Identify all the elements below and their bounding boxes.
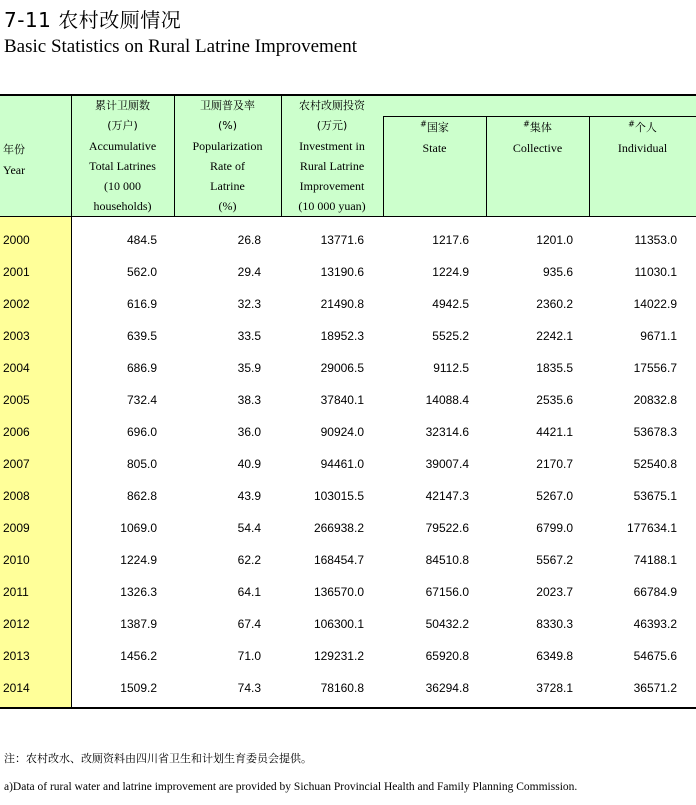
- header-line: 累计卫厕数: [95, 99, 150, 112]
- cell-total: 686.9: [126, 361, 157, 375]
- header-line: Improvement: [299, 179, 365, 193]
- cell-investment: 18952.3: [320, 329, 364, 343]
- cell-state: 84510.8: [425, 553, 469, 567]
- cell-collective: 2360.2: [536, 297, 573, 311]
- cell-individual: 53678.3: [633, 425, 677, 439]
- investment-subheader-line: [383, 116, 696, 117]
- header-line: (万户): [107, 119, 138, 132]
- table-row: [0, 448, 696, 480]
- cell-state: 79522.6: [425, 521, 469, 535]
- cell-year: 2014: [3, 681, 30, 695]
- cell-state: 9112.5: [433, 361, 469, 375]
- cell-total: 562.0: [126, 265, 157, 279]
- collective-header-en: Collective: [512, 141, 563, 155]
- cell-year: 2000: [3, 233, 30, 247]
- state-header-en: State: [422, 141, 447, 155]
- cell-rate: 40.9: [237, 457, 261, 471]
- table-row: [0, 288, 696, 320]
- cell-collective: 5267.0: [536, 489, 573, 503]
- header-bottom-line: [0, 216, 696, 217]
- cell-rate: 36.0: [237, 425, 261, 439]
- cell-rate: 29.4: [237, 265, 261, 279]
- table-row: [0, 384, 696, 416]
- cell-investment: 13771.6: [320, 233, 364, 247]
- header-line: Popularization: [192, 139, 263, 153]
- cell-collective: 3728.1: [536, 681, 573, 695]
- popularization-rate-header: [174, 96, 281, 216]
- cell-collective: 1201.0: [536, 233, 573, 247]
- cell-investment: 168454.7: [313, 553, 364, 567]
- cell-rate: 54.4: [237, 521, 261, 535]
- cell-state: 36294.8: [425, 681, 469, 695]
- table-row: [0, 576, 696, 608]
- cell-rate: 38.3: [237, 393, 261, 407]
- state-header: [383, 118, 486, 158]
- table-row: [0, 416, 696, 448]
- cell-individual: 53675.1: [633, 489, 677, 503]
- table-row: [0, 224, 696, 256]
- cell-state: 1224.9: [432, 265, 469, 279]
- cell-rate: 26.8: [237, 233, 261, 247]
- cell-individual: 14022.9: [633, 297, 677, 311]
- cell-total: 1069.0: [120, 521, 157, 535]
- cell-investment: 21490.8: [320, 297, 364, 311]
- cell-collective: 2170.7: [536, 457, 573, 471]
- cell-total: 639.5: [126, 329, 157, 343]
- individual-header-cn: #个人: [628, 119, 657, 134]
- cell-total: 616.9: [126, 297, 157, 311]
- cell-total: 732.4: [126, 393, 157, 407]
- cell-individual: 11353.0: [634, 233, 677, 247]
- cell-collective: 935.6: [542, 265, 573, 279]
- table-row: [0, 512, 696, 544]
- cell-individual: 36571.2: [633, 681, 677, 695]
- cell-rate: 33.5: [237, 329, 261, 343]
- cell-individual: 54675.6: [633, 649, 677, 663]
- cell-year: 2002: [3, 297, 30, 311]
- header-line: Accumulative: [88, 139, 157, 153]
- cell-year: 2011: [3, 585, 29, 599]
- cell-state: 50432.2: [425, 617, 469, 631]
- table-row: [0, 608, 696, 640]
- header-line: (%): [217, 119, 238, 132]
- cell-year: 2007: [3, 457, 30, 471]
- cell-year: 2004: [3, 361, 30, 375]
- cell-state: 14088.4: [425, 393, 469, 407]
- table-row: [0, 320, 696, 352]
- note-en: a)Data of rural water and latrine improvement are provided by Sichuan Provincial Health and Family Planning Commission.: [4, 781, 578, 793]
- table-title-cn: 7-11 农村改厕情况: [4, 8, 182, 32]
- cell-state: 32314.6: [425, 425, 469, 439]
- header-line: Rural Latrine: [299, 159, 365, 173]
- cell-individual: 46393.2: [633, 617, 677, 631]
- cell-total: 862.8: [126, 489, 157, 503]
- individual-header: [589, 118, 696, 158]
- cell-collective: 2535.6: [536, 393, 573, 407]
- cell-investment: 90924.0: [320, 425, 364, 439]
- individual-header-en: Individual: [617, 141, 668, 155]
- cell-collective: 2242.1: [536, 329, 573, 343]
- cell-rate: 62.2: [237, 553, 261, 567]
- cell-state: 67156.0: [425, 585, 469, 599]
- cell-investment: 29006.5: [320, 361, 364, 375]
- cell-individual: 9671.1: [640, 329, 677, 343]
- cell-collective: 5567.2: [536, 553, 573, 567]
- cell-investment: 78160.8: [320, 681, 364, 695]
- cell-individual: 66784.9: [633, 585, 677, 599]
- header-line: 农村改厕投资: [299, 99, 365, 112]
- cell-investment: 103015.5: [313, 489, 364, 503]
- cell-investment: 136570.0: [313, 585, 364, 599]
- cell-year: 2006: [3, 425, 30, 439]
- cell-individual: 11030.1: [634, 265, 677, 279]
- table-row: [0, 672, 696, 704]
- header-line: Investment in: [299, 139, 365, 153]
- cell-state: 65920.8: [425, 649, 469, 663]
- cell-rate: 64.1: [237, 585, 261, 599]
- header-line: (10 000: [104, 179, 141, 193]
- year-header: [3, 140, 25, 180]
- cell-year: 2008: [3, 489, 30, 503]
- header-line: Total Latrines: [89, 159, 156, 173]
- table-row: [0, 544, 696, 576]
- year-header-en: Year: [3, 163, 26, 177]
- table-title-en: Basic Statistics on Rural Latrine Improvement: [4, 36, 358, 57]
- cell-individual: 52540.8: [633, 457, 677, 471]
- cell-total: 1387.9: [120, 617, 157, 631]
- table-row: [0, 640, 696, 672]
- cell-total: 1456.2: [120, 649, 157, 663]
- header-line: Rate of: [210, 159, 245, 173]
- cell-investment: 37840.1: [320, 393, 364, 407]
- note-cn: 注：农村改水、改厕资料由四川省卫生和计划生育委员会提供。: [4, 752, 312, 765]
- cell-state: 39007.4: [425, 457, 469, 471]
- table-row: [0, 480, 696, 512]
- cell-investment: 129231.2: [313, 649, 364, 663]
- cell-investment: 266938.2: [313, 521, 364, 535]
- table-row: [0, 256, 696, 288]
- state-header-cn: #国家: [420, 119, 449, 134]
- cell-individual: 17556.7: [633, 361, 677, 375]
- cell-collective: 6349.8: [536, 649, 573, 663]
- cell-year: 2010: [3, 553, 30, 567]
- cell-total: 484.5: [126, 233, 157, 247]
- cell-collective: 2023.7: [536, 585, 573, 599]
- cell-year: 2001: [3, 265, 30, 279]
- total-latrines-header: [71, 96, 174, 216]
- cell-rate: 35.9: [237, 361, 261, 375]
- cell-investment: 94461.0: [320, 457, 364, 471]
- header-line: (%): [218, 199, 237, 213]
- cell-state: 1217.6: [432, 233, 469, 247]
- cell-year: 2013: [3, 649, 30, 663]
- header-line: Latrine: [210, 179, 245, 193]
- header-line: (万元): [316, 119, 348, 132]
- collective-header-cn: #集体: [523, 119, 552, 134]
- investment-header: [281, 96, 383, 216]
- cell-total: 1326.3: [120, 585, 157, 599]
- collective-header: [486, 118, 589, 158]
- cell-state: 42147.3: [425, 489, 469, 503]
- cell-rate: 32.3: [237, 297, 261, 311]
- cell-collective: 1835.5: [536, 361, 573, 375]
- cell-individual: 177634.1: [626, 521, 677, 535]
- cell-rate: 67.4: [237, 617, 261, 631]
- cell-individual: 74188.1: [633, 553, 677, 567]
- cell-total: 805.0: [126, 457, 157, 471]
- year-header-cn: 年份: [3, 143, 25, 156]
- header-line: 卫厕普及率: [200, 99, 255, 112]
- cell-year: 2005: [3, 393, 30, 407]
- cell-investment: 13190.6: [320, 265, 364, 279]
- cell-total: 696.0: [126, 425, 157, 439]
- header-line: (10 000 yuan): [298, 199, 366, 213]
- cell-investment: 106300.1: [313, 617, 364, 631]
- cell-total: 1509.2: [120, 681, 157, 695]
- cell-rate: 43.9: [237, 489, 261, 503]
- cell-rate: 71.0: [237, 649, 261, 663]
- cell-total: 1224.9: [120, 553, 157, 567]
- cell-state: 5525.2: [432, 329, 469, 343]
- cell-state: 4942.5: [432, 297, 469, 311]
- table-row: [0, 352, 696, 384]
- header-line: households): [93, 199, 152, 213]
- cell-collective: 8330.3: [536, 617, 573, 631]
- cell-year: 2012: [3, 617, 30, 631]
- bottom-rule: [0, 707, 696, 709]
- cell-year: 2003: [3, 329, 30, 343]
- cell-collective: 4421.1: [536, 425, 573, 439]
- cell-year: 2009: [3, 521, 30, 535]
- cell-collective: 6799.0: [536, 521, 573, 535]
- cell-individual: 20832.8: [633, 393, 677, 407]
- cell-rate: 74.3: [237, 681, 261, 695]
